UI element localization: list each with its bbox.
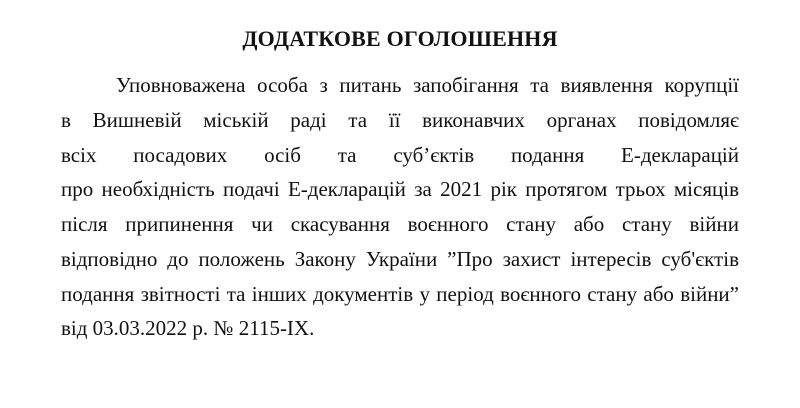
body-line: відповідно до положень Закону України ”Про захист інтересів суб'єктів (61, 247, 739, 271)
body-line: в Вишневій міській раді та її виконавчих органах повідомляє (61, 108, 739, 132)
body-line: від 03.03.2022 р. № 2115-ІХ. (61, 316, 315, 340)
body-line: всіх посадових осіб та суб’єктів подання Е-декларацій (61, 143, 739, 167)
body-line: про необхідність подачі Е-декларацій за 2021 рік протягом трьох місяців (61, 177, 739, 201)
body-line: Уповноважена особа з питань запобігання та виявлення корупції (116, 73, 739, 97)
body-line: після припинення чи скасування воєнного стану або стану війни (61, 212, 739, 236)
document-title: ДОДАТКОВЕ ОГОЛОШЕННЯ (242, 26, 558, 51)
body-line: подання звітності та інших документів у період воєнного стану або війни” (61, 282, 739, 306)
